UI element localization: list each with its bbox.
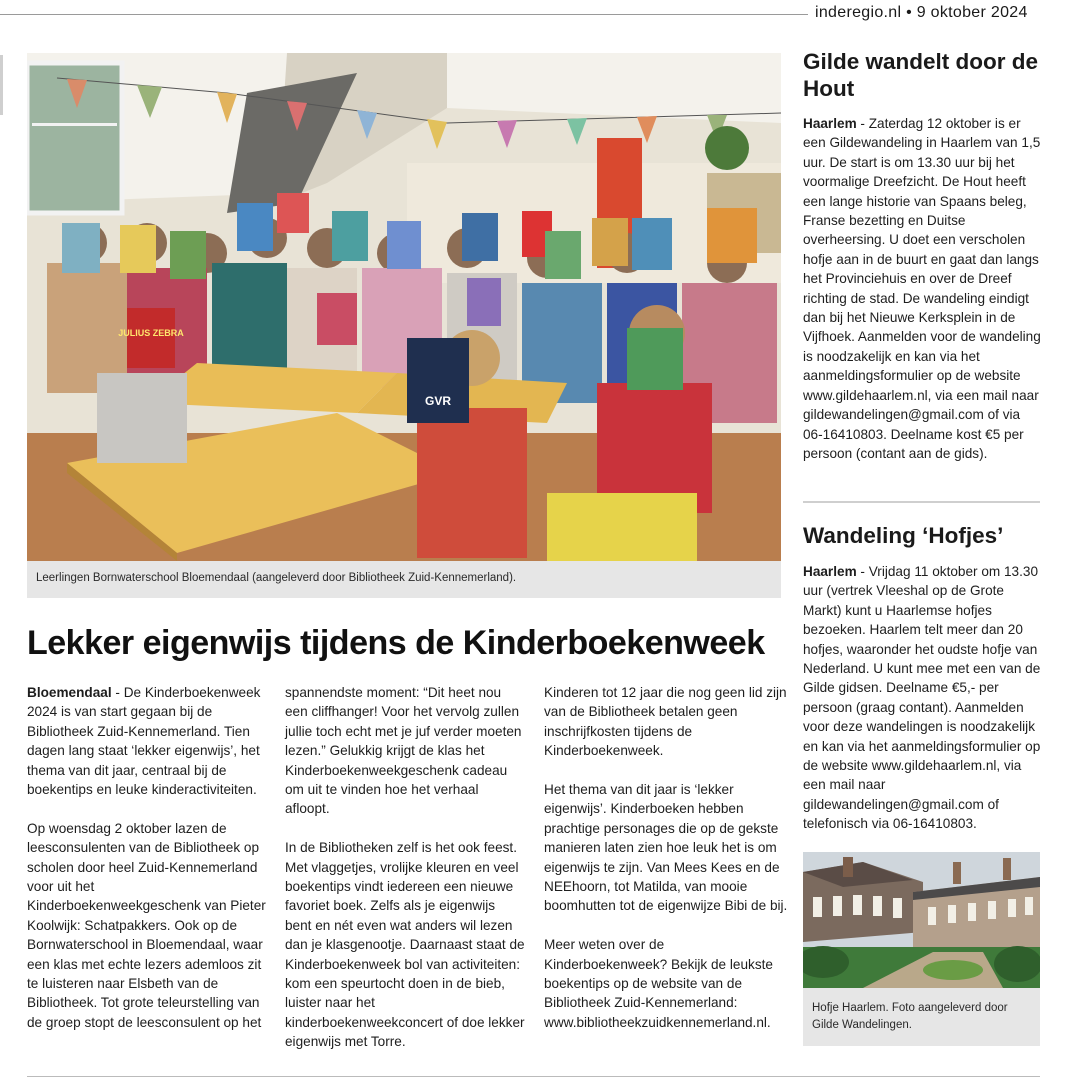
dateline: Bloemendaal: [27, 685, 112, 700]
body-text: - Zaterdag 12 oktober is er een Gildewandeling in Haarlem van 1,5 uur. De start is om 13.30 uur bij het voormalige Dreefzicht. De Hout heeft een lange historie van Spaans beleg, Franse bezetting en Duitse overheersing. U doet een verscholen hofje aan in de buurt en gaat dan langs het Provinciehuis en over de Dreef richting de stad. De wandeling eindigt dan bij het Nieuwe Kerksplein in de Vijfhoek. Aanmelden voor de wandeling is noodzakelijk en kan via het aanmeldingsformulier op de website www.gildehaarlem.nl, via een mail naar gildewandelingen@gmail.com of via 06-16410803. Deelname kost €5 per persoon (contant aan de gids).: [803, 116, 1041, 461]
photo-caption: Leerlingen Bornwaterschool Bloemendaal (aangeleverd door Bibliotheek Zuid-Kennemerland).: [36, 572, 517, 584]
paragraph: spannendste moment: “Dit heet nou een cliffhanger! Voor het vervolg zullen jullie toch echt met je juf verder moeten lezen.” Gelukkig krijgt de klas het Kinderboekenweekgeschenk cadeau om uit te vinden hoe het verhaal afloopt.: [285, 685, 522, 817]
sidebar-article-hofjes: [803, 522, 1043, 834]
paragraph: Kinderen tot 12 jaar die nog geen lid zijn van de Bibliotheek betalen geen inschrijfkosten tijdens de Kinderboekenweek.: [544, 685, 787, 759]
article-column-3: [544, 683, 788, 1052]
sidebar-divider: [803, 501, 1040, 503]
article-column-1: [27, 683, 267, 1052]
article-headline: Lekker eigenwijs tijdens de Kinderboekenweek: [27, 624, 765, 662]
hofje-caption-box: [803, 988, 1040, 1046]
header-rule: [0, 14, 808, 15]
book-title-gvr: GVR: [424, 394, 452, 408]
masthead: inderegio.nl • 9 oktober 2024: [815, 4, 1028, 21]
bottom-rule: [27, 1076, 1040, 1077]
sidebar-article-title: Wandeling ‘Hofjes’: [803, 523, 1004, 548]
left-edge-rule: [0, 55, 3, 115]
dateline: Haarlem: [803, 564, 857, 579]
paragraph: In de Bibliotheken zelf is het ook feest. Met vlaggetjes, vrolijke kleuren en veel boekentips vindt iedereen een nieuwe favoriet boek. Zelfs als je eigenwijs bent en nét even wat anders wil lezen dan je klasgenootje. Daarnaast staat de Kinderboekenweek bol van activiteiten: kom een speurtocht doen in de bieb, luister naar het kinderboekenweekconcert of doe lekker eigenwijs met Torre.: [285, 840, 525, 1050]
photo-caption-box: [27, 561, 781, 598]
book-title-zebra: JULIUS ZEBRA: [118, 328, 184, 338]
sidebar-article-body: [803, 562, 1043, 834]
hofje-caption: Hofje Haarlem. Foto aangeleverd door Gilde Wandelingen.: [812, 1002, 1008, 1031]
dateline: Haarlem: [803, 116, 857, 131]
paragraph: [27, 683, 267, 799]
sidebar-article-body: [803, 114, 1043, 463]
hofje-photo: [803, 852, 1040, 988]
classroom-photo: [27, 53, 781, 561]
body-text: - Vrijdag 11 oktober om 13.30 uur (vertrek Vleeshal op de Grote Markt) kunt u Haarlemse hofjes bezoeken. Haarlem telt meer dan 20 hofjes, waaronder het oudste hofje van Nederland. U kunt mee met een van de Gilde gidsen. Deelname €5,- per persoon (graag contant). Aanmelden voor deze wandelingen is noodzakelijk en kan via het aanmeldingsformulier op de website www.gildehaarlem.nl, via een mail naar gildewandelingen@gmail.com of telefonisch via 06-16410803.: [803, 564, 1041, 832]
sidebar-article-gilde: [803, 48, 1043, 463]
sidebar-article-title: Gilde wandelt door de Hout: [803, 49, 1039, 101]
paragraph: Op woensdag 2 oktober lazen de leesconsulenten van de Bibliotheek op scholen door heel Zuid-Kennemerland voor uit het Kinderboekenweekgeschenk van Pieter Koolwijk: Schatpakkers. Ook op de Bornwaterschool in Bloemendaal, waar een klas met echte lezers ademloos zit te luisteren naar Elsbeth van de Bibliotheek. Tot grote teleurstelling van de groep stopt de leesconsulent op het: [27, 820, 266, 1030]
paragraph: Meer weten over de Kinderboekenweek? Bekijk de leukste boekentips op de website van de Bibliotheek Zuid-Kennemerland: www.bibliotheekzuidkennemerland.nl.: [544, 937, 773, 1030]
paragraph: Het thema van dit jaar is ‘lekker eigenwijs’. Kinderboeken hebben prachtige personages die op de gekste manieren laten zien hoe leuk het is om eigenwijs te zijn. Van Mees Kees en de NEEhoorn, tot Matilda, van mooie boomhutten tot de eigenwijze Bibi de bij.: [544, 782, 788, 914]
paragraph-text: - De Kinderboekenweek 2024 is van start gegaan bij de Bibliotheek Zuid-Kennemerland. Tien dagen lang staat ‘lekker eigenwijs’, het thema van dit jaar, centraal bij de boekentips en leuke kinderactiviteiten.: [27, 685, 261, 798]
article-column-2: [285, 683, 525, 1071]
